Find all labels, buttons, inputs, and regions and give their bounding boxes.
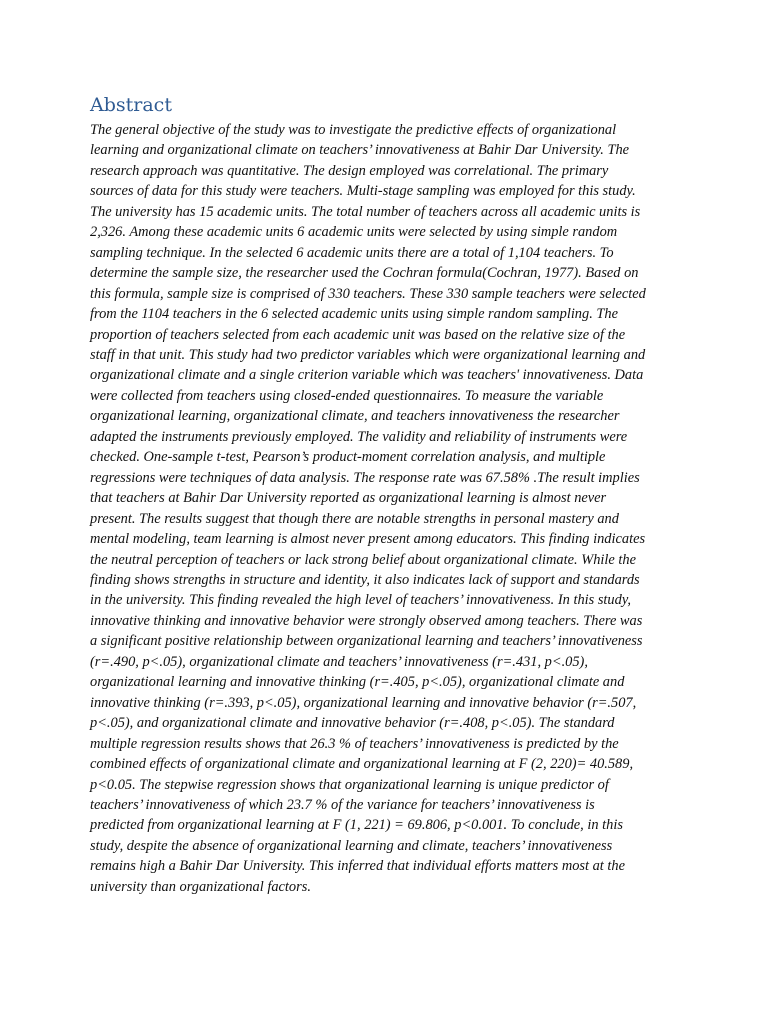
abstract-line: p<.05), and organizational climate and innovative behavior (r=.408, p<.05). The standard [90,715,615,732]
abstract-line: from the 1104 teachers in the 6 selected academic units using simple random sampling. The [90,306,618,323]
abstract-line: mental modeling, team learning is almost never present among educators. This finding indicates [90,531,646,548]
abstract-line: 2,326. Among these academic units 6 academic units were selected by using simple random [90,224,618,241]
abstract-line: study, despite the absence of organizational learning and climate, teachers’ innovativeness [90,837,613,854]
abstract-line: sampling technique. In the selected 6 academic units there are a total of 1,104 teachers. To [90,244,614,261]
abstract-line: combined effects of organizational climate and organizational learning at F (2, 220)= 40.589, [90,756,634,773]
abstract-line: that teachers at Bahir Dar University reported as organizational learning is almost never [90,490,607,507]
abstract-line: multiple regression results shows that 26.3 % of teachers’ innovativeness is predicted by the [90,735,619,752]
abstract-line: The university has 15 academic units. The total number of teachers across all academic units is [90,203,641,220]
abstract-line: this formula, sample size is comprised of 330 teachers. These 330 sample teachers were selected [90,285,646,302]
abstract-line: The general objective of the study was to investigate the predictive effects of organizational [90,122,617,138]
abstract-line: adapted the instruments previously employed. The validity and reliability of instruments were [90,428,628,445]
abstract-line: university than organizational factors. [90,878,311,895]
abstract-line: predicted from organizational learning at F (1, 221) = 69.806, p<0.001. To conclude, in this [90,817,623,834]
abstract-line: staff in that unit. This study had two predictor variables which were organizational learning and [90,346,646,363]
abstract-line: present. The results suggest that though there are notable strengths in personal mastery and [90,510,619,527]
abstract-line: in the university. This finding revealed the high level of teachers’ innovativeness. In this study, [90,592,632,609]
abstract-body [90,120,680,897]
abstract-line: innovative thinking (r=.393, p<.05), organizational learning and innovative behavior (r=.507, [90,694,637,711]
abstract-line: innovative thinking and innovative behavior were strongly observed among teachers. There was [90,612,643,629]
abstract-line: checked. One-sample t-test, Pearson’s product-moment correlation analysis, and multiple [90,449,606,466]
abstract-line: finding shows strengths in structure and identity, it also indicates lack of support and standards [90,571,640,588]
abstract-line: were collected from teachers using closed-ended questionnaires. To measure the variable [90,387,604,404]
abstract-line: the neutral perception of teachers or lack strong belief about organizational climate. While the [90,551,636,568]
abstract-line: organizational climate and a single criterion variable which was teachers' innovativeness. Data [90,367,644,384]
abstract-line: (r=.490, p<.05), organizational climate and teachers’ innovativeness (r=.431, p<.05), [90,653,588,670]
abstract-line: sources of data for this study were teachers. Multi-stage sampling was employed for this study. [90,183,636,200]
abstract-line: organizational learning and innovative thinking (r=.405, p<.05), organizational climate and [90,674,625,691]
abstract-heading: Abstract [90,94,172,116]
abstract-line: remains high a Bahir Dar University. This inferred that individual efforts matters most at the [90,858,625,875]
abstract-line: regressions were techniques of data analysis. The response rate was 67.58% .The result implies [90,469,640,486]
abstract-line: organizational learning, organizational climate, and teachers innovativeness the researcher [90,408,620,425]
abstract-line: teachers’ innovativeness of which 23.7 % of the variance for teachers’ innovativeness is [90,796,595,813]
abstract-line: research approach was quantitative. The design employed was correlational. The primary [90,162,609,179]
abstract-line: p<0.05. The stepwise regression shows that organizational learning is unique predictor of [90,776,609,793]
abstract-line: a significant positive relationship between organizational learning and teachers’ innovativeness [90,633,643,650]
abstract-line: learning and organizational climate on teachers’ innovativeness at Bahir Dar University. The [90,142,630,159]
abstract-line: proportion of teachers selected from each academic unit was based on the relative size of the [90,326,626,343]
abstract-line: determine the sample size, the researcher used the Cochran formula(Cochran, 1977). Based on [90,265,639,282]
